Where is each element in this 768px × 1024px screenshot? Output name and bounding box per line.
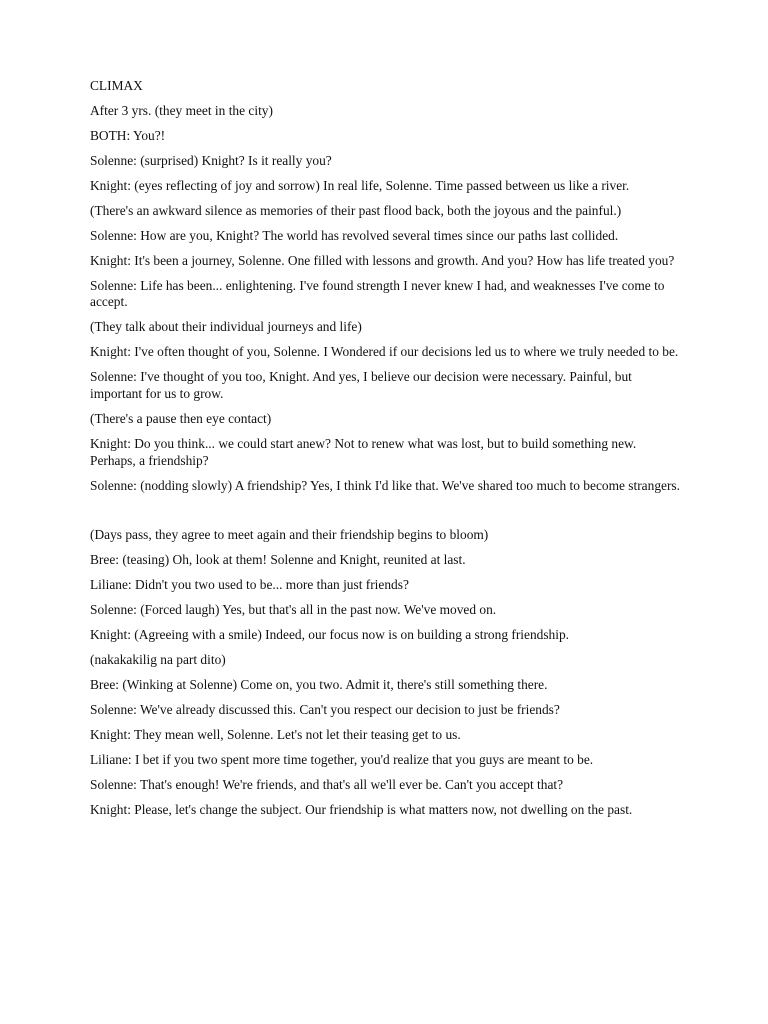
script-line: Knight: Do you think... we could start anew? Not to renew what was lost, but to build something new. Perhaps, a friendship?	[90, 435, 637, 468]
document-heading: CLIMAX	[90, 78, 143, 93]
stage-direction: (Days pass, they agree to meet again and their friendship begins to bloom)	[90, 527, 489, 543]
script-line: Knight: They mean well, Solenne. Let's not let their teasing get to us.	[90, 726, 461, 742]
script-line: Solenne: That's enough! We're friends, and that's all we'll ever be. Can't you accept that?	[90, 776, 564, 792]
script-line: Solenne: (Forced laugh) Yes, but that's all in the past now. We've moved on.	[90, 602, 497, 617]
script-line: Knight: (eyes reflecting of joy and sorrow) In real life, Solenne. Time passed between us like a river.	[90, 177, 630, 193]
stage-direction: (They talk about their individual journeys and life)	[90, 319, 362, 335]
script-line: Solenne: I've thought of you too, Knight. And yes, I believe our decision were necessary. Painful, but important for us to grow.	[90, 369, 632, 402]
script-line: Solenne: (nodding slowly) A friendship? Yes, I think I'd like that. We've shared too much to become strangers.	[90, 477, 680, 493]
script-line: Bree: (teasing) Oh, look at them! Solenne and Knight, reunited at last.	[90, 552, 466, 568]
script-line: Knight: It's been a journey, Solenne. One filled with lessons and growth. And you? How has life treated you?	[90, 252, 675, 268]
script-line: Solenne: Life has been... enlightening. I've found strength I never knew I had, and weaknesses I've come to accept.	[90, 277, 665, 310]
script-line: Liliane: Didn't you two used to be... more than just friends?	[90, 577, 409, 593]
script-line: Bree: (Winking at Solenne) Come on, you two. Admit it, there's still something there.	[90, 676, 548, 692]
stage-direction: (There's an awkward silence as memories of their past flood back, both the joyous and the painful.)	[90, 202, 622, 218]
script-line: Solenne: How are you, Knight? The world has revolved several times since our paths last collided.	[90, 227, 619, 243]
script-line: BOTH: You?!	[90, 127, 166, 143]
script-line: Knight: I've often thought of you, Solenne. I Wondered if our decisions led us to where we truly needed to be.	[90, 344, 679, 360]
script-line: Knight: Please, let's change the subject. Our friendship is what matters now, not dwelling on the past.	[90, 801, 633, 817]
script-line: After 3 yrs. (they meet in the city)	[90, 102, 273, 118]
stage-direction: (There's a pause then eye contact)	[90, 411, 272, 426]
script-line: Liliane: I bet if you two spent more time together, you'd realize that you guys are meant to be.	[90, 751, 594, 767]
section-gap	[90, 503, 680, 528]
script-line: Solenne: We've already discussed this. Can't you respect our decision to just be friends?	[90, 701, 560, 717]
script-line: Solenne: (surprised) Knight? Is it really you?	[90, 152, 332, 168]
document-body	[90, 78, 680, 827]
stage-direction: (nakakakilig na part dito)	[90, 651, 226, 667]
script-line: Knight: (Agreeing with a smile) Indeed, our focus now is on building a strong friendship.	[90, 626, 570, 642]
